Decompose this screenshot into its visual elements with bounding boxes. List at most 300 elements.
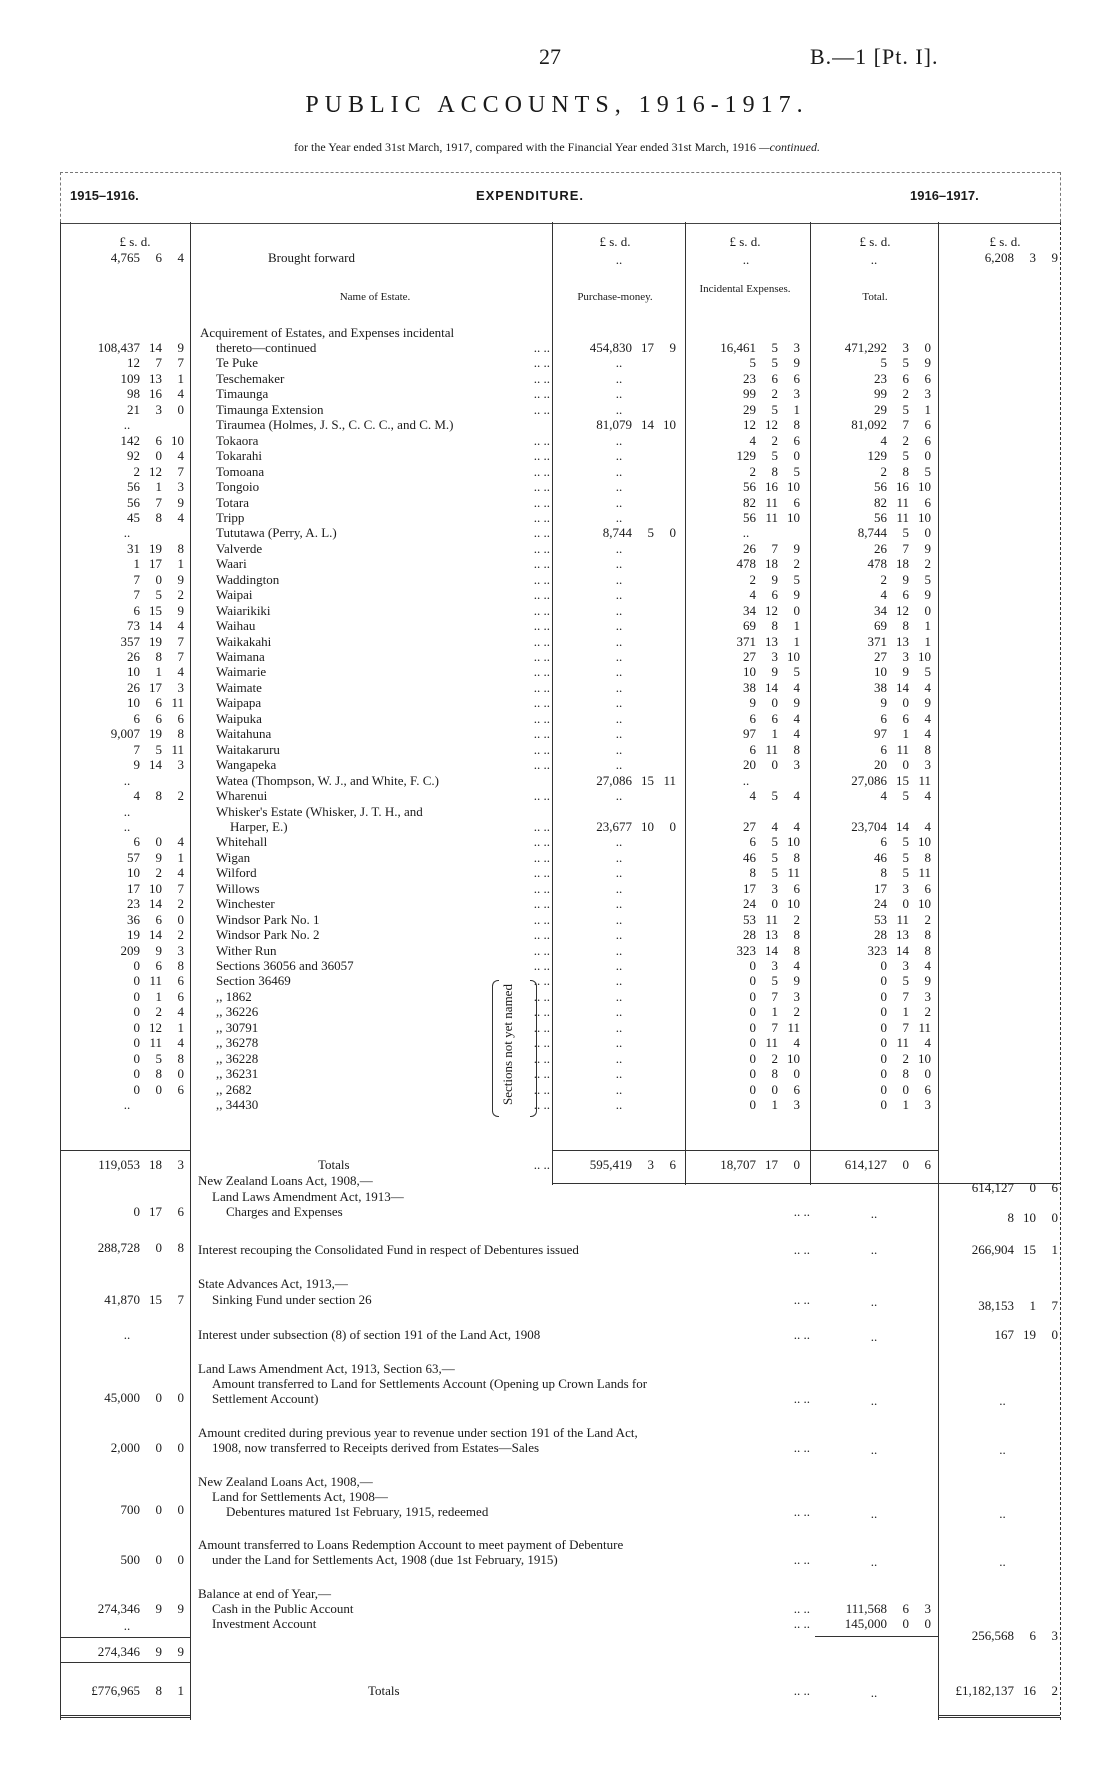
- leader-dots: .. ..: [533, 850, 550, 865]
- shillings: 11: [765, 495, 778, 510]
- pounds: 28: [874, 927, 887, 942]
- pence: 2: [1051, 1683, 1058, 1698]
- shillings: 14: [896, 819, 909, 834]
- estate-name: Tripp: [216, 510, 245, 525]
- purchase-money-dots: ..: [615, 1097, 623, 1112]
- prev-year-amount: [68, 711, 186, 726]
- leader-dots: .. ..: [533, 695, 550, 710]
- pence: 7: [177, 649, 184, 664]
- pence: 5: [924, 664, 931, 679]
- name-of-estate-header: Name of Estate.: [339, 291, 411, 303]
- totals-dots: .. ..: [533, 1157, 550, 1172]
- pounds: 142: [120, 433, 140, 448]
- pence: 2: [924, 912, 931, 927]
- incidental-dots: ..: [742, 773, 750, 788]
- shillings: 2: [771, 1051, 778, 1066]
- pounds: 97: [874, 726, 887, 741]
- pounds: 6: [749, 711, 756, 726]
- shillings: 3: [902, 340, 909, 355]
- shillings: 0: [155, 1552, 162, 1567]
- pounds: 46: [874, 850, 887, 865]
- purchase-money-dots: ..: [615, 402, 623, 417]
- shillings: 5: [902, 850, 909, 865]
- charges-tot-dots: ..: [870, 1206, 878, 1221]
- pence: 4: [924, 1035, 931, 1050]
- pounds: 26: [127, 649, 140, 664]
- bf-pm-dots: ..: [615, 252, 623, 267]
- shillings: 16: [149, 386, 162, 401]
- pounds: 31: [127, 541, 140, 556]
- lsd-header-pm: £ s. d.: [599, 234, 631, 249]
- credited-curr-dots: ..: [999, 1442, 1006, 1457]
- incidental-amount: [690, 355, 802, 370]
- pence: 3: [924, 757, 931, 772]
- pounds: 12: [127, 355, 140, 370]
- shillings: 14: [896, 943, 909, 958]
- rule-vertical: [1060, 222, 1061, 1720]
- pounds: 26: [127, 680, 140, 695]
- leader-dots: .. ..: [533, 495, 550, 510]
- shillings: 3: [902, 958, 909, 973]
- leader-dots: .. ..: [533, 943, 550, 958]
- shillings: 5: [902, 355, 909, 370]
- pounds: 0: [749, 1097, 756, 1112]
- pence: 6: [793, 433, 800, 448]
- pence: 7: [177, 355, 184, 370]
- pence: 9: [793, 695, 800, 710]
- pence: 0: [793, 1157, 800, 1172]
- shillings: 0: [155, 1502, 162, 1517]
- pence: 6: [177, 711, 184, 726]
- investment-label: Investment Account: [212, 1616, 317, 1631]
- estate-name: Whisker's Estate (Whisker, J. T. H., and: [216, 804, 423, 819]
- shillings: 3: [155, 402, 162, 417]
- shillings: 13: [149, 371, 162, 386]
- credited-prev: [68, 1440, 186, 1455]
- leader-dots: .. ..: [533, 386, 550, 401]
- total-amount: [815, 865, 933, 880]
- pounds: 26: [743, 541, 756, 556]
- estate-name: Tongoio: [216, 479, 260, 494]
- pounds: 2: [880, 572, 887, 587]
- pounds: 0: [880, 1020, 887, 1035]
- estate-name: Waitahuna: [216, 726, 272, 741]
- pence: 2: [793, 556, 800, 571]
- total-amount: [815, 834, 933, 849]
- shillings: 8: [771, 618, 778, 633]
- estate-name: Whitehall: [216, 834, 268, 849]
- pounds: 371: [736, 634, 756, 649]
- pounds: 0: [880, 1035, 887, 1050]
- total-amount: [815, 510, 933, 525]
- shillings: 8: [155, 510, 162, 525]
- pence: 1: [924, 402, 931, 417]
- shillings: 9: [902, 572, 909, 587]
- pounds: 56: [127, 495, 140, 510]
- purchase-money-dots: ..: [615, 371, 623, 386]
- pounds: 23: [874, 371, 887, 386]
- purchase-money-dots: ..: [615, 850, 623, 865]
- shillings: 12: [765, 417, 778, 432]
- pence: 6: [793, 371, 800, 386]
- prev-year-amount: [68, 1035, 186, 1050]
- shillings: 5: [771, 448, 778, 463]
- shillings: 5: [771, 865, 778, 880]
- purchase-money-dots: ..: [615, 448, 623, 463]
- shillings: 15: [149, 1292, 162, 1307]
- prev-year-amount: [68, 1051, 186, 1066]
- estate-name: Waipuka: [216, 711, 262, 726]
- shillings: 0: [902, 896, 909, 911]
- pounds: 6: [880, 711, 887, 726]
- pence: 6: [177, 989, 184, 1004]
- pounds: 4,765: [110, 250, 140, 265]
- pounds: 0: [133, 1020, 140, 1035]
- pence: 3: [793, 386, 800, 401]
- estate-name: Waikakahi: [216, 634, 272, 649]
- bf-tot-dots: ..: [870, 252, 878, 267]
- total-amount: [815, 495, 933, 510]
- pounds: 8: [1007, 1210, 1014, 1225]
- totals-curr: [945, 1180, 1060, 1195]
- pounds: 10: [743, 664, 756, 679]
- pence: 9: [924, 973, 931, 988]
- estate-name: Waddington: [216, 572, 280, 587]
- incidental-amount: [690, 479, 802, 494]
- pence: 2: [924, 556, 931, 571]
- purchase-money-dots: ..: [615, 649, 623, 664]
- estate-name: ,, 36226: [216, 1004, 259, 1019]
- pence: 6: [924, 433, 931, 448]
- sections-not-named-label: Sections not yet named: [500, 984, 515, 1105]
- shillings: 0: [771, 1082, 778, 1097]
- leader-dots: .. ..: [533, 587, 550, 602]
- purchase-money-amount: [560, 819, 678, 834]
- pence: 2: [177, 587, 184, 602]
- shillings: 19: [149, 541, 162, 556]
- incidental-amount: [690, 340, 802, 355]
- pence: 3: [177, 757, 184, 772]
- estate-name: ,, 2682: [216, 1082, 252, 1097]
- shillings: 12: [896, 603, 909, 618]
- pounds: 23: [127, 896, 140, 911]
- incidental-amount: [690, 433, 802, 448]
- pence: 6: [924, 417, 931, 432]
- pence: 8: [177, 1051, 184, 1066]
- total-amount: [815, 479, 933, 494]
- pounds: 500: [120, 1552, 140, 1567]
- leader-dots: .. ..: [533, 541, 550, 556]
- leader-dots: .. ..: [533, 1020, 550, 1035]
- shillings: 8: [771, 1066, 778, 1081]
- estate-name: Timaunga: [216, 386, 269, 401]
- pounds: 6,208: [984, 250, 1014, 265]
- total-amount: [815, 1066, 933, 1081]
- shillings: 5: [902, 402, 909, 417]
- pence: 6: [924, 1082, 931, 1097]
- prev-year-dots: ..: [123, 417, 131, 432]
- leader-dots: .. ..: [533, 448, 550, 463]
- leader-dots: .. ..: [533, 355, 550, 370]
- page-number: 27: [539, 44, 561, 69]
- estate-name: Totara: [216, 495, 250, 510]
- shillings: 9: [155, 1644, 162, 1659]
- incidental-header: Incidental Expenses.: [699, 283, 791, 295]
- incidental-amount: [690, 634, 802, 649]
- shillings: 7: [155, 495, 162, 510]
- pence: 6: [924, 881, 931, 896]
- incidental-amount: [690, 386, 802, 401]
- prev-year-amount: [68, 973, 186, 988]
- total-amount: [815, 417, 933, 432]
- pence: 0: [793, 448, 800, 463]
- pounds: 0: [133, 1051, 140, 1066]
- totals-incidental: [690, 1157, 802, 1172]
- shillings: 6: [155, 695, 162, 710]
- shillings: 6: [771, 371, 778, 386]
- shillings: 2: [902, 433, 909, 448]
- shillings: 7: [902, 417, 909, 432]
- pence: 10: [918, 649, 931, 664]
- shillings: 11: [896, 1035, 909, 1050]
- charges-label: Charges and Expenses: [226, 1204, 343, 1219]
- prev-year-amount: [68, 788, 186, 803]
- prev-year-amount: [68, 664, 186, 679]
- shillings: 16: [896, 479, 909, 494]
- prev-year-amount: [68, 742, 186, 757]
- pence: 10: [663, 417, 676, 432]
- pence: 11: [918, 865, 931, 880]
- shillings: 1: [155, 664, 162, 679]
- estate-name: Watea (Thompson, W. J., and White, F. C.): [216, 773, 439, 788]
- final-totals-label: Totals: [368, 1683, 400, 1698]
- shillings: 6: [771, 711, 778, 726]
- pence: 1: [177, 850, 184, 865]
- charges-curr: [945, 1210, 1060, 1225]
- leader-dots: .. ..: [533, 340, 550, 355]
- pounds: 17: [874, 881, 887, 896]
- leader-dots: .. ..: [533, 433, 550, 448]
- pence: 11: [918, 773, 931, 788]
- leader-dots: .. ..: [533, 649, 550, 664]
- pounds: 56: [127, 479, 140, 494]
- leader-dots: .. ..: [533, 742, 550, 757]
- incidental-amount: [690, 464, 802, 479]
- incidental-amount: [690, 603, 802, 618]
- pence: 6: [177, 1082, 184, 1097]
- pence: 2: [177, 896, 184, 911]
- shillings: 1: [155, 479, 162, 494]
- shillings: 17: [765, 1157, 778, 1172]
- pence: 8: [924, 742, 931, 757]
- sinking-fund-label: Sinking Fund under section 26: [212, 1292, 372, 1307]
- pounds: 119,053: [98, 1157, 140, 1172]
- leader-dots: .. ..: [533, 726, 550, 741]
- shillings: 5: [771, 973, 778, 988]
- pounds: 27: [743, 649, 756, 664]
- shillings: 6: [155, 958, 162, 973]
- prev-year-amount: [68, 726, 186, 741]
- prev-year-amount: [68, 927, 186, 942]
- pence: 10: [787, 1051, 800, 1066]
- pounds: 0: [880, 958, 887, 973]
- pounds: 8,744: [602, 525, 632, 540]
- incidental-amount: [690, 912, 802, 927]
- total-amount: [815, 433, 933, 448]
- rule-horizontal: [552, 1183, 938, 1184]
- pounds: 6: [880, 834, 887, 849]
- pence: 4: [177, 1035, 184, 1050]
- pounds: 595,419: [589, 1157, 632, 1172]
- pounds: 323: [867, 943, 887, 958]
- pounds: 38: [874, 680, 887, 695]
- pence: 6: [177, 1204, 184, 1219]
- incidental-amount: [690, 757, 802, 772]
- shillings: 0: [155, 1240, 162, 1255]
- estate-name: Waimarie: [216, 664, 267, 679]
- prev-year-amount: [68, 464, 186, 479]
- pounds: 371: [867, 634, 887, 649]
- incidental-amount: [690, 1082, 802, 1097]
- shillings: 16: [765, 479, 778, 494]
- leader-dots: .. ..: [533, 572, 550, 587]
- pence: 0: [177, 402, 184, 417]
- purchase-money-dots: ..: [615, 834, 623, 849]
- total-amount: [815, 525, 933, 540]
- shillings: 9: [155, 850, 162, 865]
- shillings: 0: [771, 757, 778, 772]
- pounds: 56: [874, 510, 887, 525]
- pounds: 38: [743, 680, 756, 695]
- shillings: 9: [155, 943, 162, 958]
- total-amount: [815, 973, 933, 988]
- pounds: 256,568: [971, 1628, 1014, 1643]
- pence: 4: [793, 1035, 800, 1050]
- incidental-amount: [690, 788, 802, 803]
- pence: 10: [918, 1051, 931, 1066]
- pence: 4: [177, 834, 184, 849]
- pounds: 28: [743, 927, 756, 942]
- shillings: 11: [765, 912, 778, 927]
- purchase-money-dots: ..: [615, 989, 623, 1004]
- shillings: 7: [771, 989, 778, 1004]
- prev-year-amount: [68, 479, 186, 494]
- incidental-amount: [690, 881, 802, 896]
- incidental-amount: [690, 1097, 802, 1112]
- pounds: 6: [749, 742, 756, 757]
- investment-dots: .. ..: [793, 1616, 810, 1631]
- pounds: 81,092: [851, 417, 887, 432]
- purchase-money-dots: ..: [615, 742, 623, 757]
- shillings: 8: [155, 1066, 162, 1081]
- leader-dots: .. ..: [533, 865, 550, 880]
- pounds: 0: [133, 1082, 140, 1097]
- pounds: 81,079: [596, 417, 632, 432]
- investment-prev-dots: ..: [123, 1618, 131, 1633]
- shillings: 8: [902, 618, 909, 633]
- prev-year-dots: ..: [123, 804, 131, 819]
- shillings: 5: [647, 525, 654, 540]
- total-amount: [815, 664, 933, 679]
- leader-dots: .. ..: [533, 958, 550, 973]
- shillings: 7: [902, 989, 909, 1004]
- pence: 10: [918, 896, 931, 911]
- purchase-money-dots: ..: [615, 556, 623, 571]
- rule-horizontal: [552, 1150, 938, 1151]
- pounds: 20: [743, 757, 756, 772]
- transfer-line1: Amount transferred to Loans Redemption Account to meet payment of Debenture: [198, 1537, 624, 1552]
- pence: 9: [177, 603, 184, 618]
- transfer-line2: under the Land for Settlements Act, 1908 (due 1st February, 1915): [212, 1552, 558, 1567]
- shillings: 15: [149, 603, 162, 618]
- shillings: 0: [902, 1082, 909, 1097]
- total-amount: [815, 726, 933, 741]
- shillings: 17: [149, 556, 162, 571]
- estate-name: ,, 34430: [216, 1097, 259, 1112]
- total-amount: [815, 912, 933, 927]
- pence: 4: [177, 618, 184, 633]
- estate-name: Sections 36056 and 36057: [216, 958, 354, 973]
- total-amount: [815, 927, 933, 942]
- total-amount: [815, 371, 933, 386]
- pounds: 145,000: [844, 1616, 887, 1631]
- pence: 4: [924, 819, 931, 834]
- rule-vertical: [938, 222, 939, 1720]
- pounds: 69: [743, 618, 756, 633]
- incidental-amount: [690, 989, 802, 1004]
- incidental-amount: [690, 834, 802, 849]
- debentures-label: Debentures matured 1st February, 1915, redeemed: [226, 1504, 489, 1519]
- prev-year-amount: [68, 634, 186, 649]
- pounds: 2,000: [110, 1440, 140, 1455]
- prev-year-amount: [68, 989, 186, 1004]
- estate-name: ,, 1862: [216, 989, 252, 1004]
- pounds: 10: [874, 664, 887, 679]
- interest191-tot-dots: ..: [870, 1329, 878, 1344]
- shillings: 19: [1023, 1327, 1036, 1342]
- pounds: 0: [133, 1035, 140, 1050]
- page-subtitle: [0, 140, 1114, 155]
- pounds: 0: [133, 1204, 140, 1219]
- rule-horizontal: [60, 1150, 190, 1151]
- pence: 4: [177, 386, 184, 401]
- debentures-prev: [68, 1502, 186, 1517]
- prev-year-amount: [68, 340, 186, 355]
- incidental-amount: [690, 1020, 802, 1035]
- estate-name: Tokarahi: [216, 448, 263, 463]
- leader-dots: .. ..: [533, 618, 550, 633]
- incidental-amount: [690, 850, 802, 865]
- pounds: 98: [127, 386, 140, 401]
- leader-dots: .. ..: [533, 881, 550, 896]
- prev-year-amount: [68, 556, 186, 571]
- shillings: 1: [902, 1004, 909, 1019]
- prev-year-amount: [68, 1004, 186, 1019]
- shillings: 9: [155, 1601, 162, 1616]
- estate-name: Teschemaker: [216, 371, 285, 386]
- cash-dots: .. ..: [793, 1601, 810, 1616]
- interest-dots: .. ..: [793, 1242, 810, 1257]
- shillings: 1: [1029, 1298, 1036, 1313]
- pounds: 0: [749, 958, 756, 973]
- prev-year-amount: [68, 757, 186, 772]
- total-amount: [815, 881, 933, 896]
- shillings: 0: [155, 448, 162, 463]
- total-amount: [815, 680, 933, 695]
- pounds: 0: [749, 1082, 756, 1097]
- llaa63-line1: Amount transferred to Land for Settlements Account (Opening up Crown Lands for: [212, 1376, 648, 1391]
- prev-year-amount: [68, 572, 186, 587]
